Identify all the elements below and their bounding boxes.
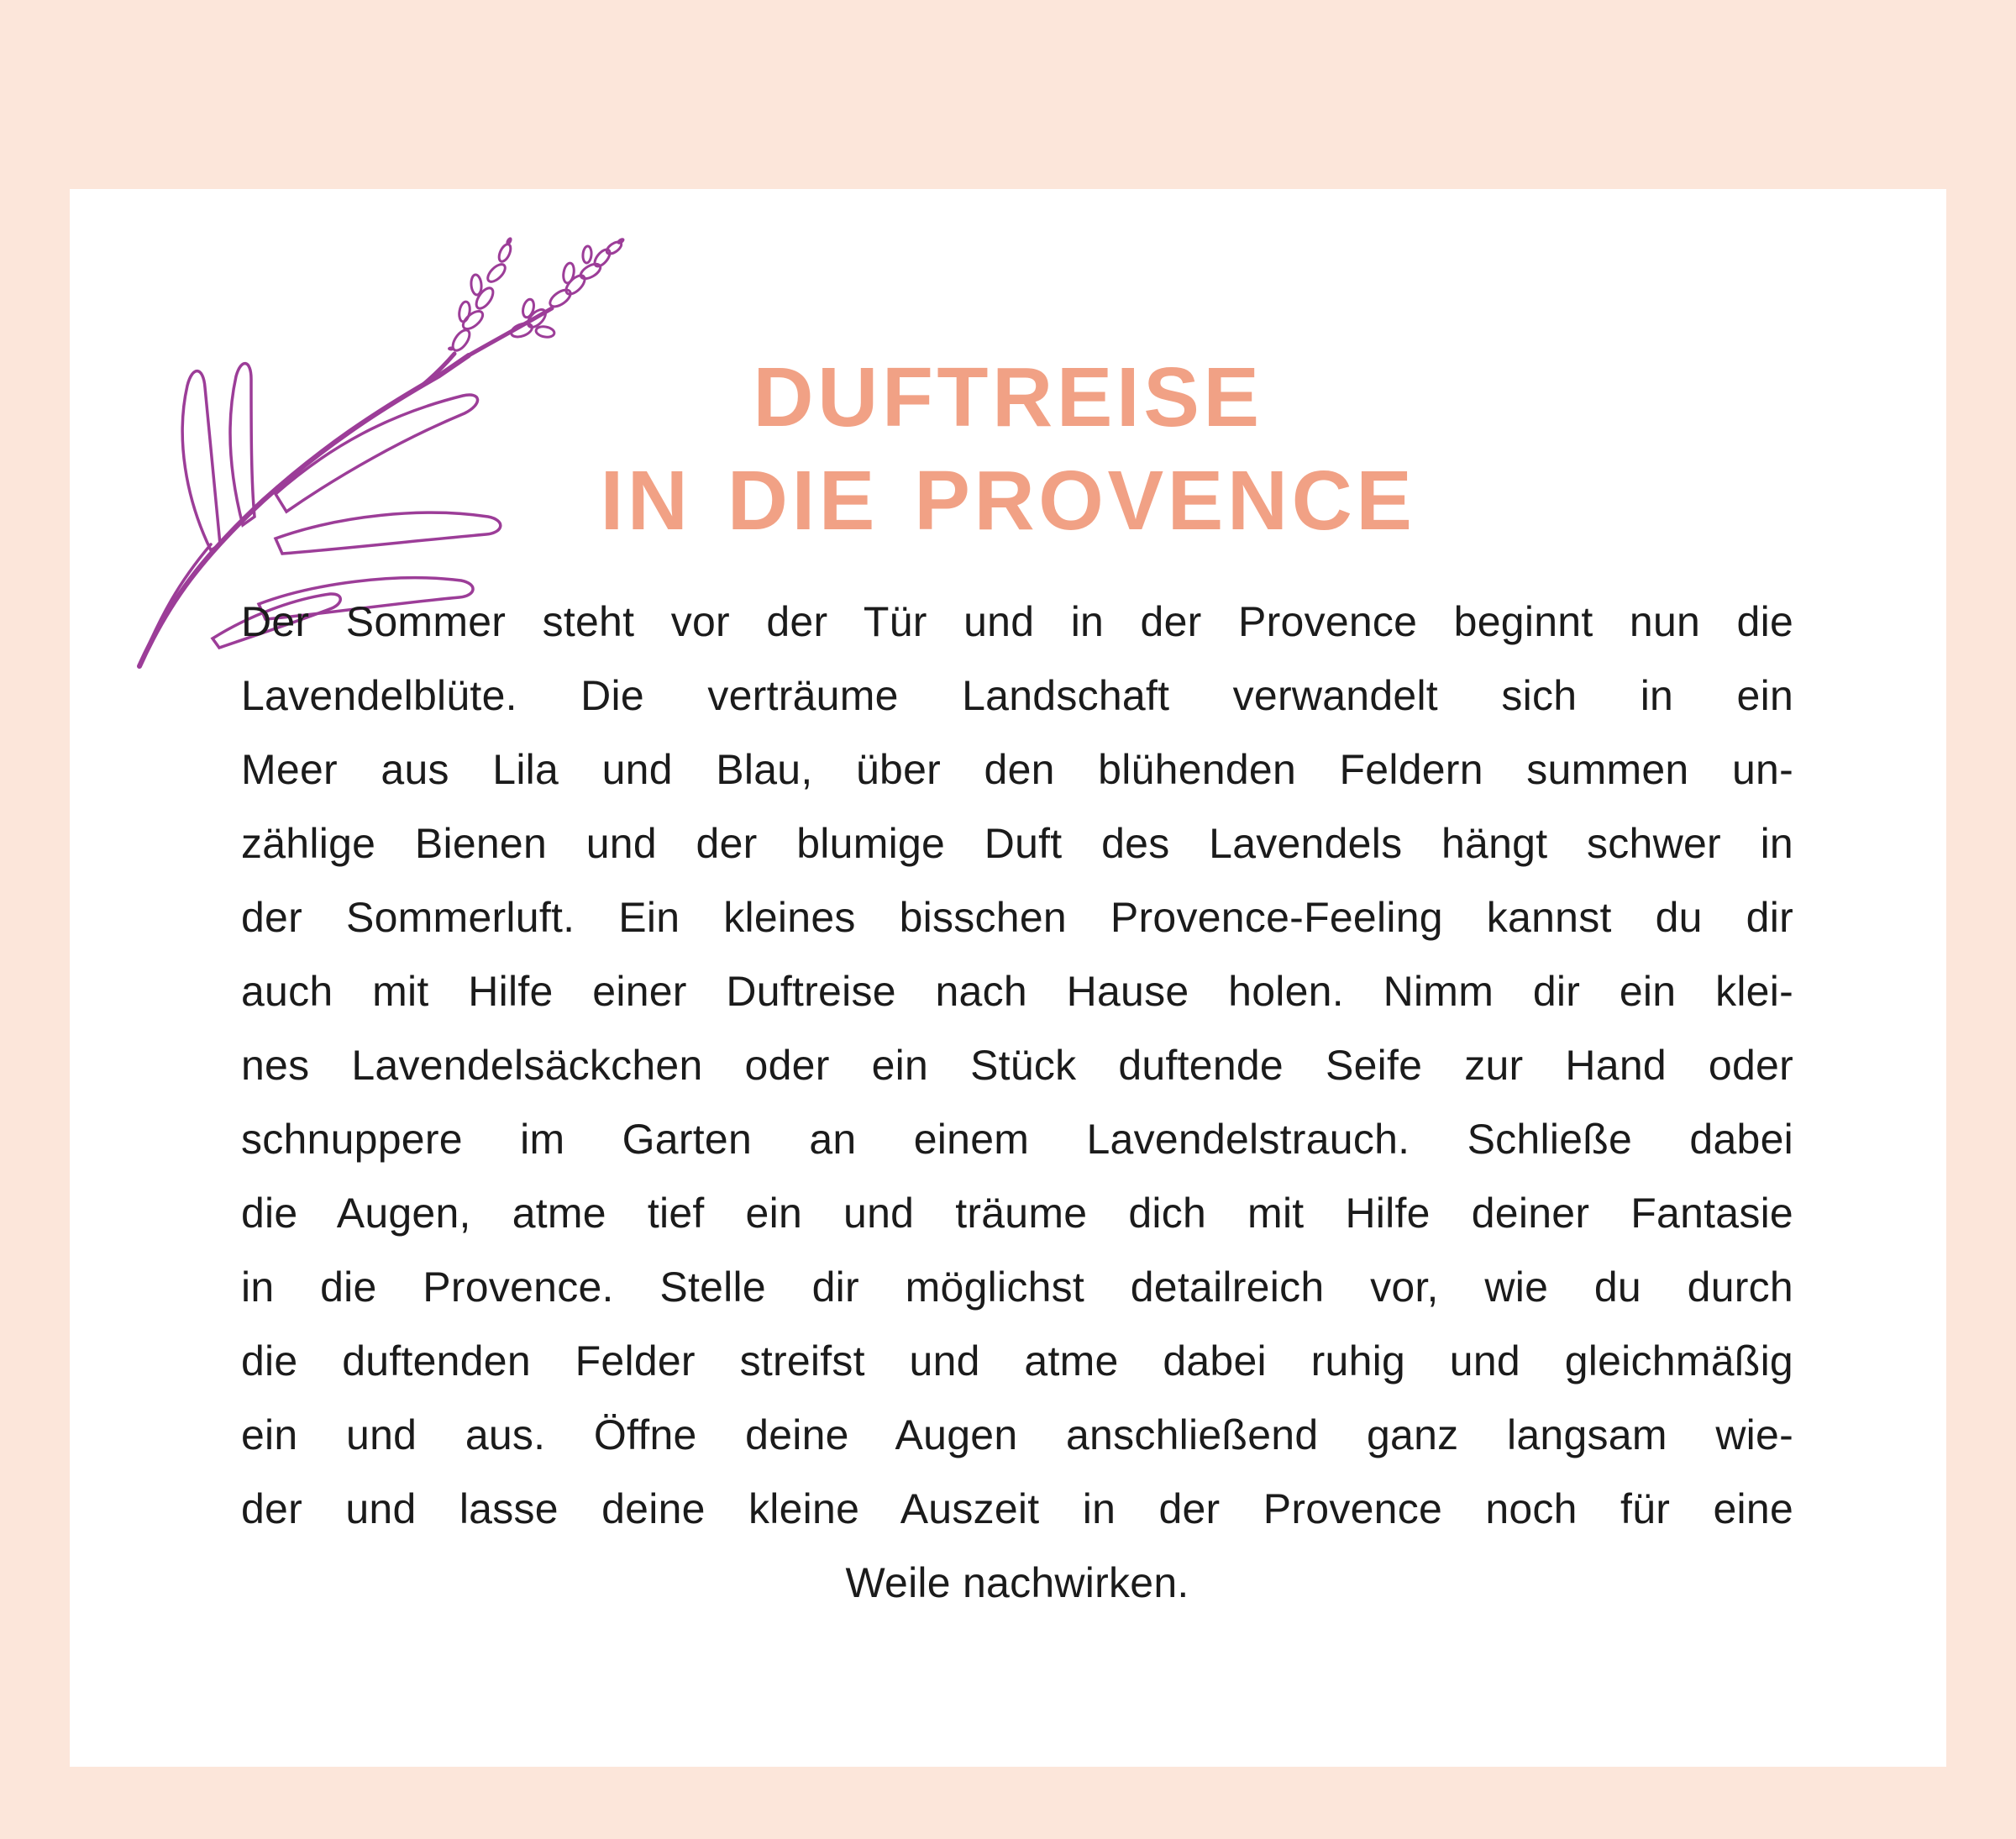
body-text-line: nes Lavendelsäckchen oder ein Stück duftende Seife zur Hand oder: [241, 1042, 1793, 1089]
body-text-line: die duftenden Felder streifst und atme dabei ruhig und gleichmäßig: [241, 1337, 1793, 1385]
body-text-line: Der Sommer steht vor der Tür und in der Provence beginnt nun die: [241, 598, 1793, 645]
body-text-line: Meer aus Lila und Blau, über den blühenden Feldern summen un-: [241, 746, 1793, 793]
page-title: [70, 346, 1946, 553]
content-panel: [70, 189, 1946, 1767]
body-text-line: in die Provence. Stelle dir möglichst detailreich vor, wie du durch: [241, 1264, 1793, 1311]
body-text-line: Lavendelblüte. Die verträume Landschaft verwandelt sich in ein: [241, 672, 1793, 719]
body-text-line: die Augen, atme tief ein und träume dich mit Hilfe deiner Fantasie: [241, 1190, 1793, 1237]
body-text-line: der Sommerluft. Ein kleines bisschen Provence-Feeling kannst du dir: [241, 894, 1793, 941]
body-text-line: auch mit Hilfe einer Duftreise nach Hause holen. Nimm dir ein klei-: [241, 968, 1793, 1015]
body-text-line: zählige Bienen und der blumige Duft des Lavendels hängt schwer in: [241, 820, 1793, 867]
body-text-line: schnuppere im Garten an einem Lavendelstrauch. Schließe dabei: [241, 1116, 1793, 1163]
page-title-line-1: DUFTREISE: [753, 350, 1263, 444]
page-title-line-2: IN DIE PROVENCE: [600, 454, 1416, 548]
body-text-line-last: Weile nachwirken.: [845, 1559, 1189, 1606]
body-text-line: der und lasse deine kleine Auszeit in der Provence noch für eine: [241, 1485, 1793, 1532]
body-text: [241, 585, 1793, 1620]
body-text-line: ein und aus. Öffne deine Augen anschließend ganz langsam wie-: [241, 1411, 1793, 1458]
